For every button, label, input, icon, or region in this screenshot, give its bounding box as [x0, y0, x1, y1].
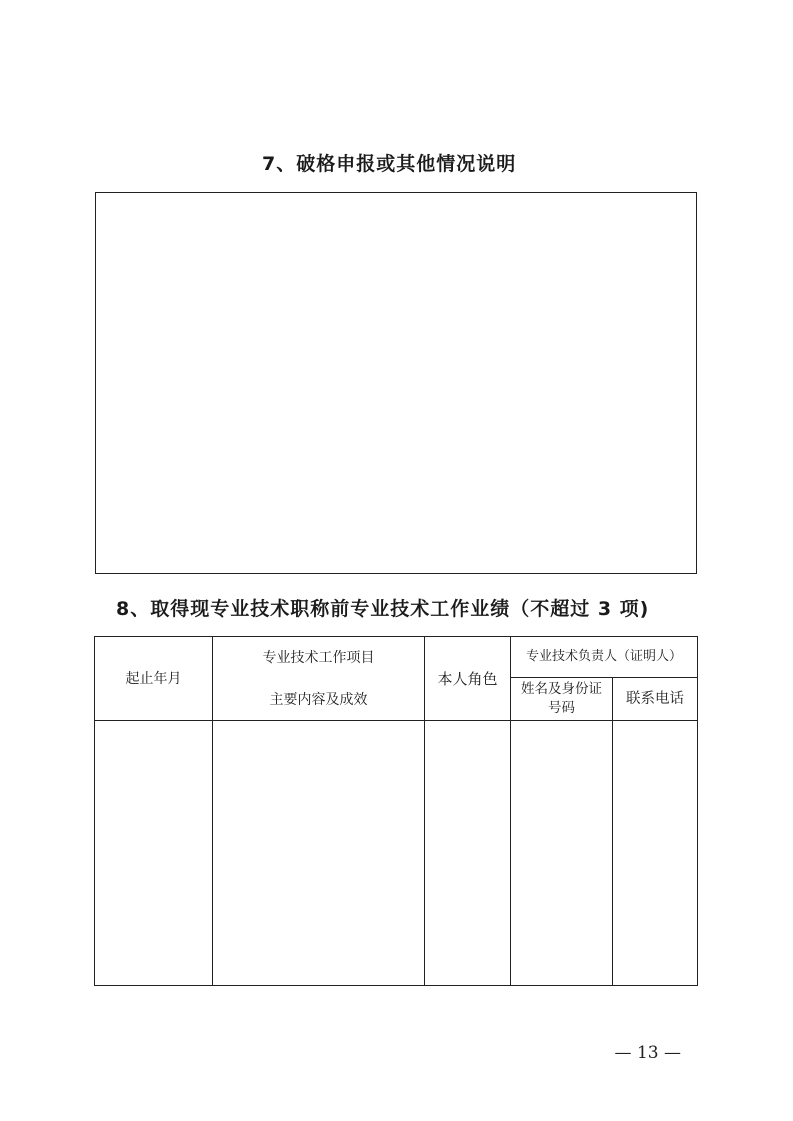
- header-name-id: [511, 678, 612, 720]
- header-phone: 联系电话: [626, 691, 684, 707]
- header-period: 起止年月: [125, 670, 182, 687]
- page-number: — 13 —: [614, 1043, 681, 1063]
- section-7-text-box[interactable]: [95, 192, 697, 574]
- header-name-id-line2: 号码: [548, 700, 575, 716]
- cell-period[interactable]: [95, 721, 212, 985]
- cell-phone[interactable]: [613, 721, 697, 985]
- header-project: [213, 637, 424, 720]
- header-project-line2: 主要内容及成效: [269, 691, 368, 708]
- header-responsible: 专业技术负责人（证明人）: [525, 649, 682, 664]
- cell-name-id[interactable]: [511, 721, 612, 985]
- section-8-title: 8、取得现专业技术职称前专业技术工作业绩（不超过 3 项): [116, 598, 650, 620]
- cell-project[interactable]: [213, 721, 424, 985]
- header-project-line1: 专业技术工作项目: [262, 649, 375, 666]
- section-7-title: 7、破格申报或其他情况说明: [262, 153, 517, 175]
- header-name-id-line1: 姓名及身份证: [521, 681, 602, 697]
- header-role: 本人角色: [437, 669, 498, 688]
- cell-role[interactable]: [425, 721, 510, 985]
